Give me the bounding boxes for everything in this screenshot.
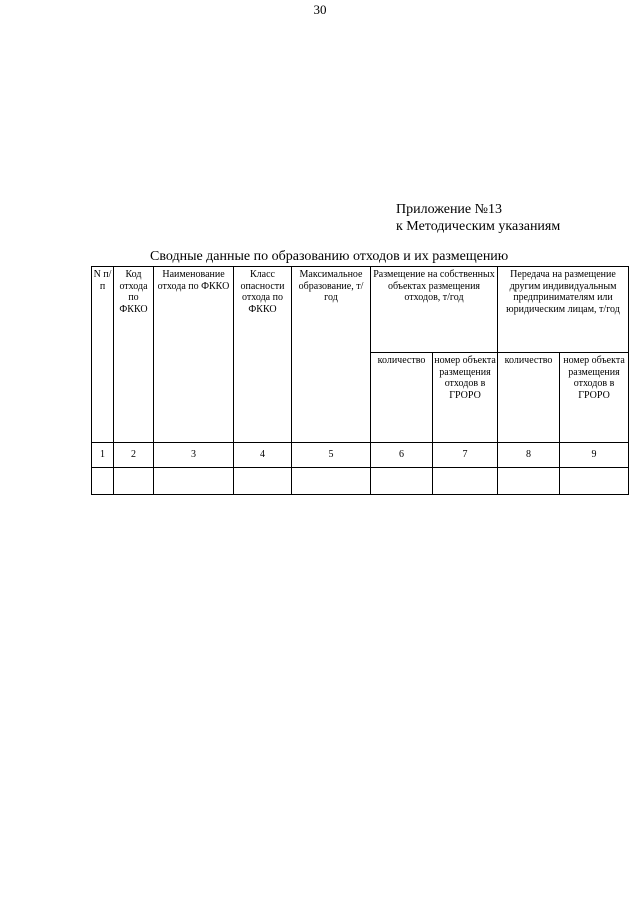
header-own-placement: Размещение на собственных объектах размещения отходов, т/год — [371, 267, 498, 353]
header-row-number: N п/п — [92, 267, 114, 443]
appendix-line-2: к Методическим указаниям — [396, 219, 561, 234]
column-number-row — [92, 443, 629, 468]
empty-cell — [498, 468, 560, 495]
empty-cell — [433, 468, 498, 495]
empty-cell — [92, 468, 114, 495]
subheader-transfer-object-number: номер объекта размещения отходов в ГРОРО — [560, 353, 629, 443]
empty-cell — [154, 468, 234, 495]
empty-data-row — [92, 468, 629, 495]
header-waste-name: Наименование отхода по ФККО — [154, 267, 234, 443]
subheader-own-quantity: количество — [371, 353, 433, 443]
column-number: 4 — [234, 443, 292, 468]
column-number: 8 — [498, 443, 560, 468]
appendix-line-1: Приложение №13 — [396, 202, 502, 217]
empty-cell — [371, 468, 433, 495]
header-transfer-placement: Передача на размещение другим индивидуальным предпринимателям или юридическим лицам, т/год — [498, 267, 629, 353]
header-max-generation: Максимальное образование, т/год — [292, 267, 371, 443]
header-hazard-class: Класс опасности отхода по ФККО — [234, 267, 292, 443]
column-number: 1 — [92, 443, 114, 468]
appendix-reference — [396, 201, 560, 235]
header-row — [92, 267, 629, 353]
empty-cell — [292, 468, 371, 495]
subheader-own-object-number: номер объекта размещения отходов в ГРОРО — [433, 353, 498, 443]
column-number: 3 — [154, 443, 234, 468]
column-number: 7 — [433, 443, 498, 468]
column-number: 9 — [560, 443, 629, 468]
empty-cell — [560, 468, 629, 495]
document-title: Сводные данные по образованию отходов и их размещению — [150, 249, 509, 264]
column-number: 5 — [292, 443, 371, 468]
empty-cell — [234, 468, 292, 495]
summary-table — [91, 266, 629, 495]
page-number: 30 — [313, 2, 327, 17]
column-number: 2 — [114, 443, 154, 468]
empty-cell — [114, 468, 154, 495]
subheader-transfer-quantity: количество — [498, 353, 560, 443]
header-waste-code: Код отхода по ФККО — [114, 267, 154, 443]
column-number: 6 — [371, 443, 433, 468]
